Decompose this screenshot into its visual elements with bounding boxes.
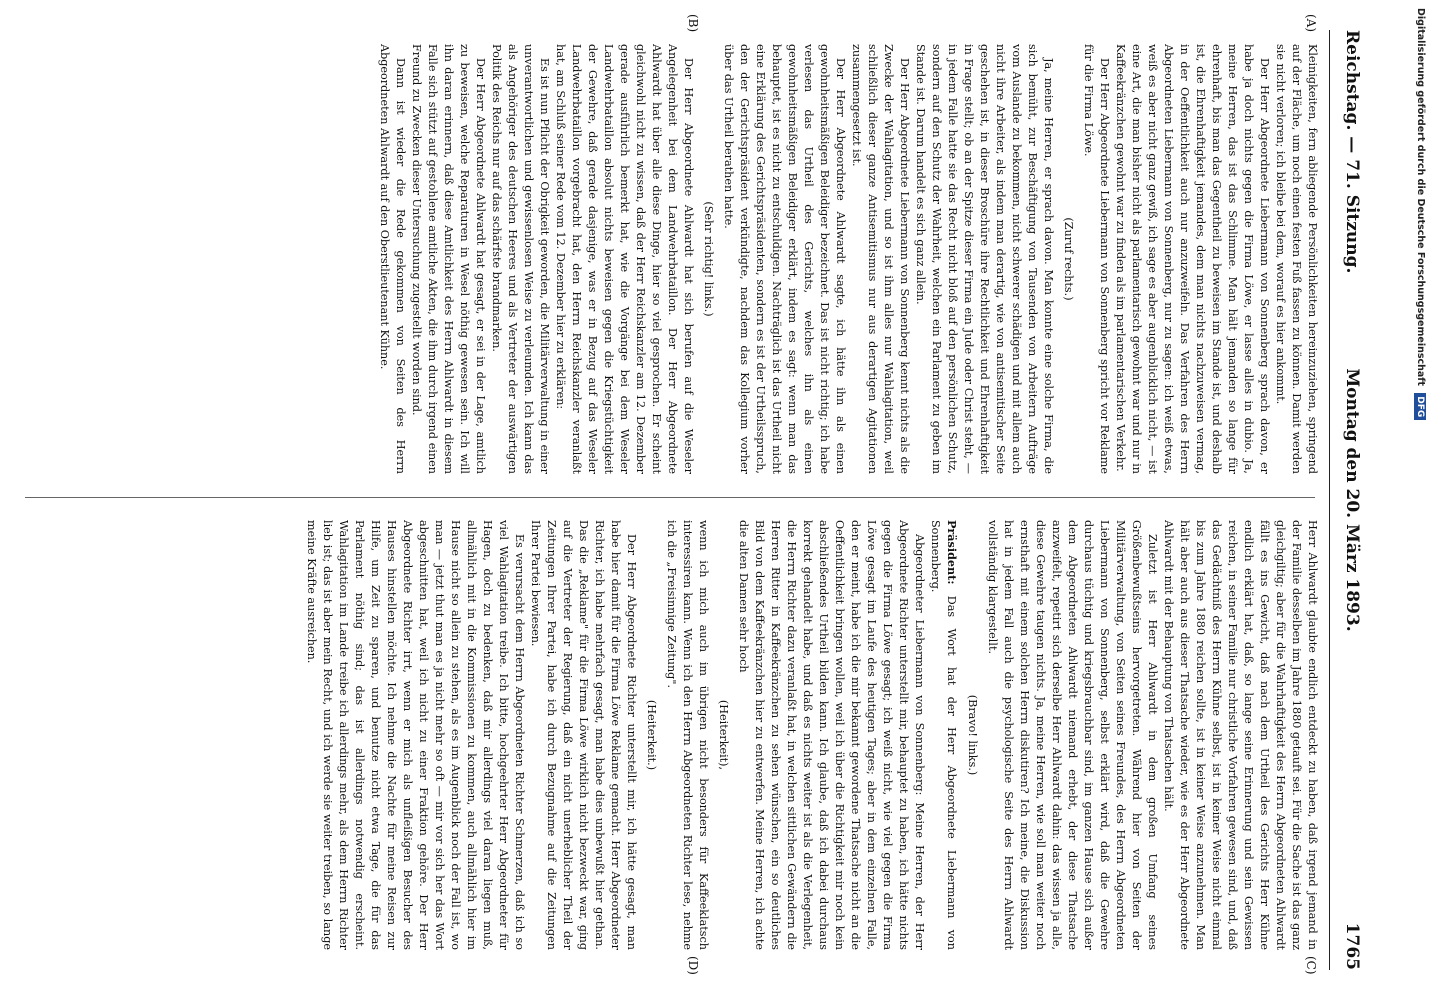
margin-mark-b: (B) <box>686 14 700 33</box>
paragraph-text: Das Wort hat der Herr Abgeordnete Liebermann von Sonnenberg. <box>929 520 958 950</box>
paragraph: Der Herr Abgeordnete Liebermann von Sonnenberg kennt nichts als die Zwecke der Wahlagitation, und so ist ihm alles nur Wahlagitation, weil schließlich dieser ganze Antisemitismus nur aus derartigen Agitationen zusammengesetzt ist. <box>850 44 911 474</box>
paragraph: Der Herr Abgeordnete Ahlwardt hat sich berufen auf die Weseler Angelegenheit bei dem Landwehrbataillon. Der Herr Abgeordnete Ahlwardt hat über alle diese Dinge, hier so viel gesprochen. Er scheint gleichwohl nicht zu wissen, daß der Herr Reichskanzler am 12. Dezember gerade ausführlich bemerkt hat, wie die Vorgänge bei dem Weseler Landwehrbataillon absolut nichts beweisen gegen die Kriegstüchtigkeit der Gewehre, daß gerade dasjenige, was er in Bezug auf das Weseler Landwehrbataillon vorgebracht hat, den Herrn Reichskanzler veranlaßt hat, am Schluß seiner Rede vom 12. Dezember hier zu erklären: <box>554 44 695 474</box>
paragraph: wenn ich mich auch im übrigen nicht besonders für Kaffeeklatsch interessiren kann. Wenn ich den Herrn Abgeordneten Richter lese, nehme ich die „Freisinnige Zeitung". <box>665 520 710 950</box>
page-number: 1765 <box>1342 922 1362 970</box>
speaker-label: Präsident: <box>945 520 959 585</box>
column-divider <box>25 497 1315 498</box>
paragraph: Herr Ahlwardt glaubte endlich entdeckt zu haben, daß irgend jemand in der Familie desselben im Jahre 1880 getauft sei. Für die Sache ist das ganz gleichgiltig; aber für die Wahrhaftigkeit des Herrn Abgeordneten Ahlwardt fällt es ins Gewicht, daß nach dem Urtheil des Gerichts Herr Kühne endlich erklärt hat, daß, so lange seine Erinnerung und sein Gewissen reichen, in seiner Familie nur christliche Vorfahren gewesen sind, und, daß das Gedächtniß des Herrn Kühne selbst, ist in keiner Weise nicht einmal bis zum Jahre 1880 reichen sollte, ist in keiner Weise anzunehmen. Man hält aber auch aus dieser Thatsache wieder, wie es der Herr Abgeordnete Ahlwardt mit der Behauptung von Thatsachen hält. <box>1162 520 1319 950</box>
paragraph: Der Herr Abgeordnete Liebermann von Sonnenberg sprach davon, er habe ja doch nichts gegen die Firma Löwe, er lasse alles in dubio. Ja, meine Herren, das ist das Schlimme. Man hält jemanden so lange für ehrenhaft, bis man das Gegentheil zu beweisen im Stande ist, und deshalb ist, die Ehrenhaftigkeit jemandes, dem man nichts nachzuweisen vermag, in der Oeffentlichkeit auch nur anzuzweifeln. Das Verfahren des Herrn Abgeordneten Liebermann von Sonnenberg, nur zu sagen: ich weiß etwas, weiß es aber nicht ganz gewiß, ich sage es aber augenblicklich nicht, — ist eine Art, die man bisher nicht als parlamentarisch gewohnt war und nur in Kaffeekränzchen gewohnt war zu finden als im parlamentarischen Verkehr. <box>1114 44 1271 474</box>
stage-direction: (Sehr richtig! links.) <box>702 201 715 317</box>
paragraph: Abgeordneter Liebermann von Sonnenberg: Meine Herren, der Herr Abgeordnete Richter unterstellt mir, behauptet zu haben, ich hätte nichts gegen die Firma Löwe gesagt; ich weiß nicht, wie viel gegen die Firma Löwe gesagt im Laufe des heutigen Tages; aber in dem einzelnen Falle, den er meint, habe ich die mir bekannt gewordene Thatsache nicht an die Oeffentlichkeit bringen wollen, weil ich über die Richtigkeit mir noch kein abschließendes Urtheil bilden kann. Ich glaube, daß ich dabei durchaus korrekt gehandelt habe, und daß es nichts weiter ist als die Verlegenheit, die Herrn Richter dazu veranlaßt hat, in welchen sittlichen Gewändern die Herren Ritter in Kaffeekränzchen zu sehen wünschen, ein so deutliches Bild von dem Kaffeekränzchen hier zu entwerfen. Meine Herren, ich achte die alten Damen sehr hoch <box>737 520 926 950</box>
dfg-logo: DFG <box>1414 393 1426 420</box>
stage-direction: (Bravo! links.) <box>966 694 979 776</box>
paragraph: Der Herr Abgeordnete Ahlwardt sagte, ich hätte ihn als einen gewohnheitsmäßigen Beleidiger bezeichnet. Das ist nicht richtig; ich habe verlesen das Urtheil des Gerichts, welches ihn als einen gewohnheitsmäßigen Beleidiger erklärt, indem es sagt: wenn man das behauptet, ist es nicht zu entschuldigen. Nachträglich ist das Urtheil nicht eine Erklärung des Gerichtspräsidenten, sondern es ist der Urtheilsspruch, den der Gerichtspräsident verkündigte, nachdem das Kollegium vorher über das Urtheil berathen hatte. <box>722 44 847 474</box>
paragraph: Dann ist wieder die Rede gekommen von Seiten des Herrn Abgeordneten Ahlwardt auf den Oberstlieutenant Kühne. <box>378 44 407 474</box>
header-date: Montag den 20. März 1893. <box>1342 368 1362 632</box>
margin-mark-c: (C) <box>1304 956 1318 975</box>
paragraph: Der Herr Abgeordnete Liebermann von Sonnenberg spricht vor Reklame für die Firma Löwe. <box>1082 44 1111 474</box>
stage-direction: (Heiterkeit), <box>717 699 730 771</box>
margin-mark-d: (D) <box>686 956 700 975</box>
footer-note: Digitalisierung gefördert durch die Deutsche Forschungsgemeinschaft <box>1415 8 1426 386</box>
paragraph: Es verursacht dem Herrn Abgeordneten Richter Schmerzen, daß ich so viel Wahlagitation treibe. Ich bitte, hochgeehrter Herr Abgeordneter für Hagen, doch zu bedenken, daß mir allerdings viel daran liegen muß, allmählich mit in die Kommissionen zu kommen, auch allmählich hier im Hause nicht so allein zu stehen, als es im Augenblick noch der Fall ist, wo man — jetzt thut man es ja nicht mehr so oft — mir vor sich her das Wort abgeschnitten hat, weil ich nicht zu einer Fraktion gehöre. Der Herr Abgeordnete Richter irrt, wenn er mich als unfleißigen Besucher des Hauses hinstellen möchte. Ich nehme die Nachte für meine Reisen zur Hilfe, um Zeit zu sparen, und benutze nicht etwa Tage, die für das Parlament nöthig sind; das ist allerdings notwendig erscheint. Wahlagitation im Lande treibe ich allerdings mehr, als dem Herrn Richter lieb ist; das ist aber mein Recht, und ich werde sie weiter treiben, so lange meine Kräfte ausreichen. <box>305 520 526 950</box>
stage-direction: (Zuruf rechts.) <box>1062 217 1075 301</box>
paragraph: Der Herr Abgeordnete Richter unterstellt mir, ich hätte gesagt, man habe hier damit für die Firma Löwe Reklame gemacht. Herr Abgeordneter Richter, ich habe mehrfach gesagt, man habe dies unbewußt hier gethan. Das die „Reklame" für die Firma Löwe wirklich nicht bezweckt war, ging auf die Vertreter der Regierung, daß ein nicht unerheblicher Theil der Zeitungen Ihrer Partei, habe ich durch Bezugnahme auf die Zeitungen Ihrer Partei bewiesen. <box>529 520 638 950</box>
paragraph: Ja, meine Herren, er sprach davon. Man konnte eine solche Firma, die sich bemüht, zur Beschäftigung von Tausenden von Arbeitern Aufträge vom Auslande zu bekommen, nicht schwerer schädigen und mit allem auch nicht ihre Arbeiter, als indem man derartig, wie von antisemitischer Seite geschehen ist, in dieser Broschüre ihre Rechtlichkeit und Ehrenhaftigkeit in Frage stellt; ob an der Spitze dieser Firma ein Jude oder Christ steht, — in jedem Falle hatte sie das Recht nicht bloß auf den persönlichen Schutz, sondern auf den Schutz der Wahrheit, welchen ein Parlament zu geben im Stande ist. Darum handelt es sich ganz allein. <box>914 44 1055 474</box>
paragraph: Der Herr Abgeordnete Ahlwardt hat gesagt, er sei in der Lage, amtlich zu beweisen, welche Reparaturen in Wesel nöthig gewesen sein. Ich will ihn daran erinnern, daß diese Amtlichkeit des Herrn Ahlwardt in diesem Falle sich stützt auf gestohlene amtliche Akten, die ihm durch irgend einen Freund zu Zwecken dieser Untersuchung zugestellt worden sind. <box>410 44 487 474</box>
header-left: Reichstag. — 71. Sitzung. <box>1342 30 1362 274</box>
digitization-note <box>1408 0 1432 1000</box>
stage-direction: (Heiterkeit.) <box>645 699 658 771</box>
paragraph: Kleinigkeiten, fern abliegende Persönlichkeiten hereinzuziehen, springend auf der Fläche, um noch einen festen Fuß fassen zu können. Damit werden sie nicht verloren; ich bleibe bei dem, worauf es hier ankommt. <box>1274 44 1319 474</box>
left-column <box>30 44 1320 474</box>
paragraph <box>927 520 960 950</box>
paragraph: Es ist nun Pflicht der Obrigkeit geworden, die Militärverwaltung in einer unverantwortlichen und gewissenlosen Weise zu verleumden. Ich kann das als Angehöriger des deutschen Heeres und als Vertreter der auswärtigen Politik des Reichs nur auf das schärfste brandmarken. <box>490 44 551 474</box>
page-header <box>1329 30 1370 970</box>
margin-mark-a: (A) <box>1304 14 1318 33</box>
paragraph: Zuletzt ist Herr Ahlwardt in dem großen Umfang seines Größenbewußtseins hervorgetreten. Während hier von Seiten der Militärverwaltung, von Seiten seines Freundes, des Herrn Abgeordneten Liebermann von Sonnenberg, selbst erklärt wird, daß die Gewehre durchaus tüchtig und kriegsbrauchbar sind, im ganzen Hause sich außer dem Abgeordneten Ahlwardt niemand erhebt, der diese Thatsache anzweifelt, repetirt sich derselbe Herr Ahlwardt dahin: das wissen ja alle, diese Gewehre taugen nichts. Ja, meine Herren, wie soll man weiter noch ernsthaft mit einem solchen Herrn diskutiren? Ich meine, die Diskussion hat in jedem Fall auch die psychologische Seite des Herrn Ahlwardt vollständig klargestellt. <box>986 520 1159 950</box>
right-column <box>30 520 1320 950</box>
